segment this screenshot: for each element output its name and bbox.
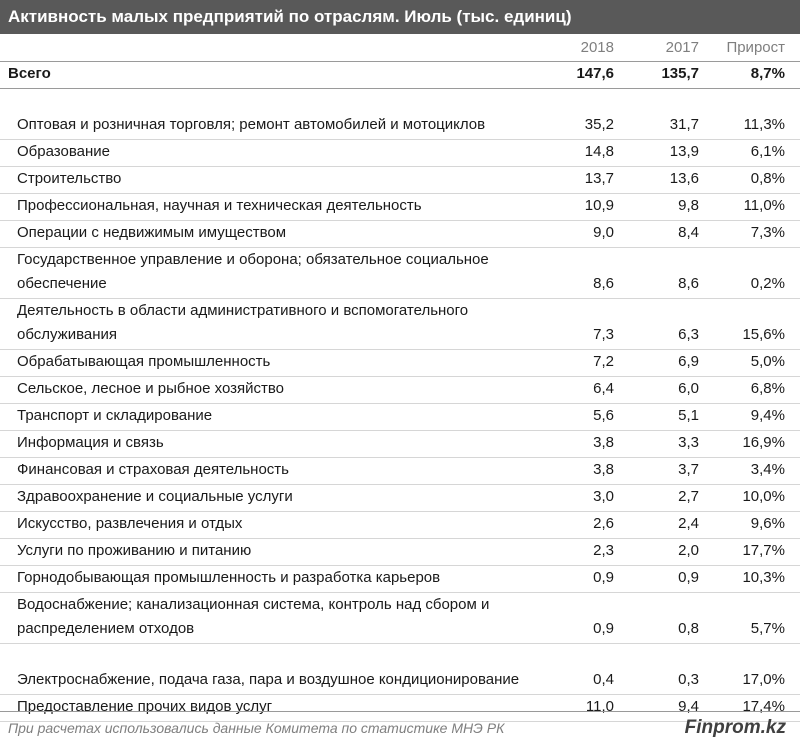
value-2018: 0,9 [548,593,629,644]
column-header-name [0,34,548,62]
row-label: Строительство [0,167,548,194]
value-2017: 0,9 [629,566,714,593]
value-2018: 14,8 [548,140,629,167]
table-row [0,167,800,194]
value-growth: 15,6% [714,299,800,350]
table-row [0,485,800,512]
row-label: Деятельность в области административного и вспомогательного обслуживания [0,299,548,350]
value-growth: 11,0% [714,194,800,221]
value-growth: 9,4% [714,404,800,431]
value-growth: 9,6% [714,512,800,539]
column-header-2017: 2017 [629,34,714,62]
row-label: Обрабатывающая промышленность [0,350,548,377]
table-row [0,593,800,644]
row-label: Сельское, лесное и рыбное хозяйство [0,377,548,404]
value-growth: 7,3% [714,221,800,248]
value-2017: 2,4 [629,512,714,539]
value-growth: 0,8% [714,167,800,194]
value-growth: 0,2% [714,248,800,299]
value-2018: 3,8 [548,431,629,458]
value-2017: 31,7 [629,89,714,140]
value-growth: 5,7% [714,593,800,644]
total-row [0,62,800,89]
row-label: Искусство, развлечения и отдых [0,512,548,539]
value-2017: 5,1 [629,404,714,431]
value-2018: 35,2 [548,89,629,140]
table-row [0,404,800,431]
value-2018: 2,3 [548,539,629,566]
value-2017: 6,3 [629,299,714,350]
value-2018: 7,2 [548,350,629,377]
row-label: Предоставление прочих видов услуг [0,695,548,722]
row-label: Здравоохранение и социальные услуги [0,485,548,512]
value-2017: 2,7 [629,485,714,512]
row-label: Горнодобывающая промышленность и разработка карьеров [0,566,548,593]
value-growth: 16,9% [714,431,800,458]
column-header-2018: 2018 [548,34,629,62]
table-row [0,431,800,458]
value-2017: 9,8 [629,194,714,221]
value-2018: 0,9 [548,566,629,593]
table-row [0,350,800,377]
table-row [0,140,800,167]
value-2018: 7,3 [548,299,629,350]
value-2018: 5,6 [548,404,629,431]
source-note: При расчетах использовались данные Комитета по статистике МНЭ РК [8,720,505,736]
table-row [0,299,800,350]
table-row [0,458,800,485]
value-2018: 147,6 [548,62,629,89]
value-2018: 11,0 [548,695,629,722]
data-table [0,34,800,722]
row-label: Государственное управление и оборона; обязательное социальное обеспечение [0,248,548,299]
value-2018: 0,4 [548,644,629,695]
value-2017: 0,8 [629,593,714,644]
value-2017: 3,7 [629,458,714,485]
column-header-growth: Прирост [714,34,800,62]
value-2017: 8,6 [629,248,714,299]
table-row [0,377,800,404]
value-2017: 0,3 [629,644,714,695]
table-row [0,221,800,248]
value-2017: 3,3 [629,431,714,458]
row-label: Электроснабжение, подача газа, пара и воздушное кондиционирование [0,644,548,695]
table-row [0,539,800,566]
value-growth: 6,8% [714,377,800,404]
value-2018: 9,0 [548,221,629,248]
row-label: Всего [0,62,548,89]
row-label: Образование [0,140,548,167]
row-label: Информация и связь [0,431,548,458]
header-row [0,34,800,62]
row-label: Водоснабжение; канализационная система, контроль над сбором и распределением отходов [0,593,548,644]
value-2017: 135,7 [629,62,714,89]
value-2018: 3,0 [548,485,629,512]
value-growth: 17,7% [714,539,800,566]
value-2017: 6,0 [629,377,714,404]
value-2018: 10,9 [548,194,629,221]
value-growth: 17,4% [714,695,800,722]
table-title: Активность малых предприятий по отраслям. Июль (тыс. единиц) [0,0,800,34]
value-growth: 10,3% [714,566,800,593]
row-label: Финансовая и страховая деятельность [0,458,548,485]
value-2017: 8,4 [629,221,714,248]
value-2017: 9,4 [629,695,714,722]
table-row [0,194,800,221]
value-2017: 2,0 [629,539,714,566]
table-row [0,566,800,593]
table-row [0,89,800,140]
value-2018: 2,6 [548,512,629,539]
table-footer [0,711,800,747]
table-row [0,512,800,539]
table-row [0,248,800,299]
value-growth: 3,4% [714,458,800,485]
value-growth: 6,1% [714,140,800,167]
table-row [0,644,800,695]
row-label: Профессиональная, научная и техническая деятельность [0,194,548,221]
value-2017: 13,6 [629,167,714,194]
row-label: Транспорт и складирование [0,404,548,431]
row-label: Оптовая и розничная торговля; ремонт автомобилей и мотоциклов [0,89,548,140]
row-label: Услуги по проживанию и питанию [0,539,548,566]
row-label: Операции с недвижимым имуществом [0,221,548,248]
value-2018: 6,4 [548,377,629,404]
value-growth: 10,0% [714,485,800,512]
value-growth: 8,7% [714,62,800,89]
value-growth: 11,3% [714,89,800,140]
brand-logo: Finprom.kz [684,717,786,738]
value-2018: 8,6 [548,248,629,299]
value-growth: 17,0% [714,644,800,695]
value-2017: 6,9 [629,350,714,377]
value-2018: 13,7 [548,167,629,194]
value-growth: 5,0% [714,350,800,377]
value-2017: 13,9 [629,140,714,167]
value-2018: 3,8 [548,458,629,485]
